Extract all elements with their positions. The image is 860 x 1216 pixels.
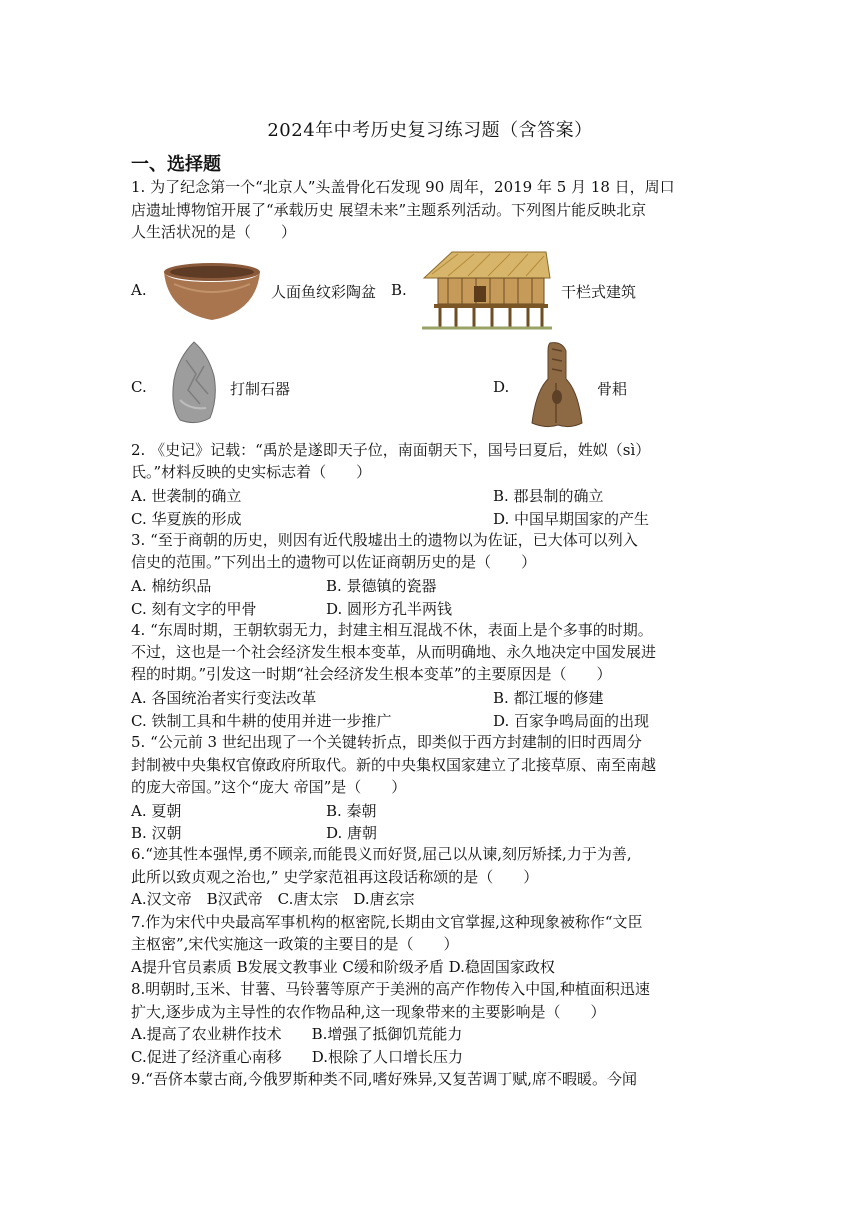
q2-option-d[interactable]: D. 中国早期国家的产生 [493,510,650,528]
q4-line-1: 4. “东周时期，王朝软弱无力，封建主相互混战不休，表面上是个多事的时期。 [131,621,653,639]
q3-line-1: 3. “至于商朝的历史，则因有近代殷墟出土的遗物以为佐证，已大体可以列入 [131,531,638,549]
q6-line-2: 此所以致贞观之治也,” 史学家范祖再这段话称颂的是（ ） [131,868,539,886]
q3-option-d[interactable]: D. 圆形方孔半两钱 [326,600,453,618]
q3-option-b[interactable]: B. 景德镇的瓷器 [326,577,437,595]
stilt-house-icon [418,248,554,336]
q1-option-d-label: 骨耜 [597,380,628,398]
q1-option-a-label: 人面鱼纹彩陶盆 [271,283,377,301]
chipped-stone-tool-icon [166,340,220,430]
q7-line-2: 主枢密”,宋代实施这一政策的主要目的是（ ） [131,935,459,953]
q1-option-d-letter[interactable]: D. [493,378,510,396]
bone-spade-icon [526,339,588,437]
q1-option-c-label: 打制石器 [230,380,291,398]
q3-line-2: 信史的范围。”下列出土的遗物可以佐证商朝历史的是（ ） [131,553,537,571]
q4-option-b[interactable]: B. 都江堰的修建 [493,689,604,707]
q3-option-a[interactable]: A. 棉纺织品 [131,577,212,595]
q4-line-2: 不过，这也是一个社会经济发生根本变革，从而明确地、永久地决定中国发展进 [131,643,657,661]
pottery-bowl-icon [160,260,264,328]
q1-line-2: 店遗址博物馆开展了“承载历史 展望未来”主题系列活动。下列图片能反映北京 [131,201,647,219]
q1-option-b-label: 干栏式建筑 [561,283,637,301]
q2-line-1: 2. 《史记》记载：“禹於是遂即天子位，南面朝天下，国号曰夏后，姓姒（sì） [131,441,651,459]
q7-line-1: 7.作为宋代中央最高军事机构的枢密院,长期由文官掌握,这种现象被称作“文臣 [131,913,643,931]
q1-line-1: 1. 为了纪念第一个“北京人”头盖骨化石发现 90 周年，2019 年 5 月 18 日，周口 [131,178,675,196]
q3-option-c[interactable]: C. 刻有文字的甲骨 [131,600,257,618]
q4-option-c[interactable]: C. 铁制工具和牛耕的使用并进一步推广 [131,712,392,730]
q5-option-c[interactable]: B. 汉朝 [131,824,182,842]
q4-option-d[interactable]: D. 百家争鸣局面的出现 [493,712,650,730]
q9-line-1: 9.“吾侪本蒙古商,今俄罗斯种类不同,嗜好殊异,又复苦调丁赋,席不暇暖。今闻 [131,1070,638,1088]
q5-line-2: 封制被中央集权官僚政府所取代。新的中央集权国家建立了北接草原、南至南越 [131,756,657,774]
q6-options[interactable]: A.汉文帝 B汉武帝 C.唐太宗 D.唐玄宗 [131,890,415,908]
q1-line-3: 人生活状况的是（ ） [131,223,297,241]
q2-option-a[interactable]: A. 世袭制的确立 [131,487,242,505]
q1-option-b-letter[interactable]: B. [391,281,407,299]
q1-option-a-letter[interactable]: A. [131,281,147,299]
section-heading: 一、选择题 [131,154,221,175]
page-title: 2024年中考历史复习练习题（含答案） [267,120,593,141]
q2-option-b[interactable]: B. 郡县制的确立 [493,487,604,505]
q4-option-a[interactable]: A. 各国统治者实行变法改革 [131,689,317,707]
q7-options[interactable]: A提升官员素质 B发展文教事业 C缓和阶级矛盾 D.稳固国家政权 [131,958,555,976]
q5-option-b[interactable]: B. 秦朝 [326,802,377,820]
q5-option-a[interactable]: A. 夏朝 [131,802,182,820]
q8-options-cd[interactable]: C.促进了经济重心南移 D.根除了人口增长压力 [131,1048,463,1066]
q8-line-1: 8.明朝时,玉米、甘薯、马铃薯等原产于美洲的高产作物传入中国,种植面积迅速 [131,980,650,998]
q2-option-c[interactable]: C. 华夏族的形成 [131,510,242,528]
q2-line-2: 氏。”材料反映的史实标志着（ ） [131,463,372,481]
q6-line-1: 6.“迹其性本强悍,勇不顾亲,而能畏义而好贤,屈己以从谏,刻厉矫揉,力于为善, [131,845,632,863]
q1-option-c-letter[interactable]: C. [131,378,147,396]
q4-line-3: 程的时期。”引发这一时期“社会经济发生根本变革”的主要原因是（ ） [131,665,612,683]
q5-option-d[interactable]: D. 唐朝 [326,824,378,842]
q5-line-3: 的庞大帝国。”这个“庞大 帝国”是（ ） [131,778,407,796]
q8-line-2: 扩大,逐步成为主导性的农作物品种,这一现象带来的主要影响是（ ） [131,1003,606,1021]
q8-options-ab[interactable]: A.提高了农业耕作技术 B.增强了抵御饥荒能力 [131,1025,463,1043]
q5-line-1: 5. “公元前 3 世纪出现了一个关键转折点，即类似于西方封建制的旧时西周分 [131,733,642,751]
